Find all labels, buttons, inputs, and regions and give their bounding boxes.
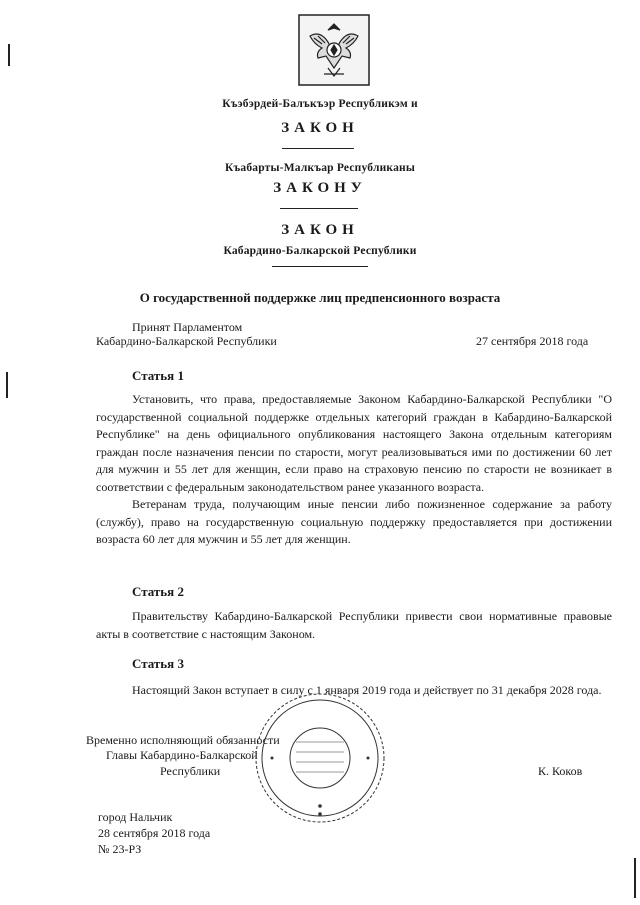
header-line-kabardian: Къэбэрдей-Балъкъэр Республикэм и [222, 98, 418, 110]
adopted-line-2: Кабардино-Балкарской Республики [96, 334, 277, 348]
article-3-heading: Статья 3 [132, 656, 184, 671]
law-title: О государственной поддержке лиц предпенсионного возраста [139, 290, 501, 305]
scan-mark [6, 372, 8, 398]
header-zakon-balkar: ЗАКОНУ [273, 180, 367, 196]
law-number: № 23-РЗ [98, 842, 142, 856]
signature-position-line-1: Временно исполняющий обязанности [86, 733, 280, 747]
header-line-balkar: Къабарты-Малкъар Республиканы [224, 162, 416, 174]
article-1-paragraph-2: Ветеранам труда, получающим иные пенсии либо пожизненное содержание за работу (службу), право на государственную социальную поддержку предоставляется при достижении возраста 60 лет для мужчин и 55 лет для женщин. [96, 497, 612, 546]
article-2-body [96, 608, 612, 643]
coat-of-arms-emblem [298, 14, 370, 86]
header-divider [280, 208, 358, 209]
article-1-heading: Статья 1 [132, 368, 184, 383]
header-divider [272, 266, 368, 267]
article-2-heading: Статья 2 [132, 584, 184, 599]
header-zakon-russian: ЗАКОН [281, 222, 359, 238]
article-1-body [96, 391, 612, 549]
adopted-date: 27 сентября 2018 года [476, 334, 589, 348]
signatory-name: К. Коков [538, 764, 583, 778]
issue-city: город Нальчик [98, 810, 173, 824]
header-divider [282, 148, 354, 149]
issue-date: 28 сентября 2018 года [98, 826, 211, 840]
article-3-paragraph-1: Настоящий Закон вступает в силу с 1 января 2019 года и действует по 31 декабря 2028 года. [132, 683, 602, 697]
adopted-line-1: Принят Парламентом [132, 320, 243, 334]
header-zakon-kabardian: ЗАКОН [281, 120, 359, 136]
signature-position-line-3: Республики [160, 764, 221, 778]
official-seal [252, 690, 388, 826]
scan-mark [8, 44, 10, 66]
scan-mark [634, 858, 636, 898]
article-1-paragraph-1: Установить, что права, предоставляемые Законом Кабардино-Балкарской Республики "О государственной социальной поддержке отдельных категорий граждан в Кабардино-Балкарской Республике" на день официального опубликования настоящего Закона отдельным категориям граждан после назначения пенсии по старости, могут реализовываться ими по достижении 60 лет для мужчин и 55 лет для женщин, если право на страховую пенсию по старости не возникает в соответствии с федеральным законодательством ранее указанного возраста. [96, 392, 612, 494]
header-line-russian: Кабардино-Балкарской Республики [223, 245, 417, 257]
article-2-paragraph-1: Правительству Кабардино-Балкарской Республики привести свои нормативные правовые акты в соответствие с настоящим Законом. [96, 609, 612, 641]
signature-position-line-2: Главы Кабардино-Балкарской [106, 748, 258, 762]
